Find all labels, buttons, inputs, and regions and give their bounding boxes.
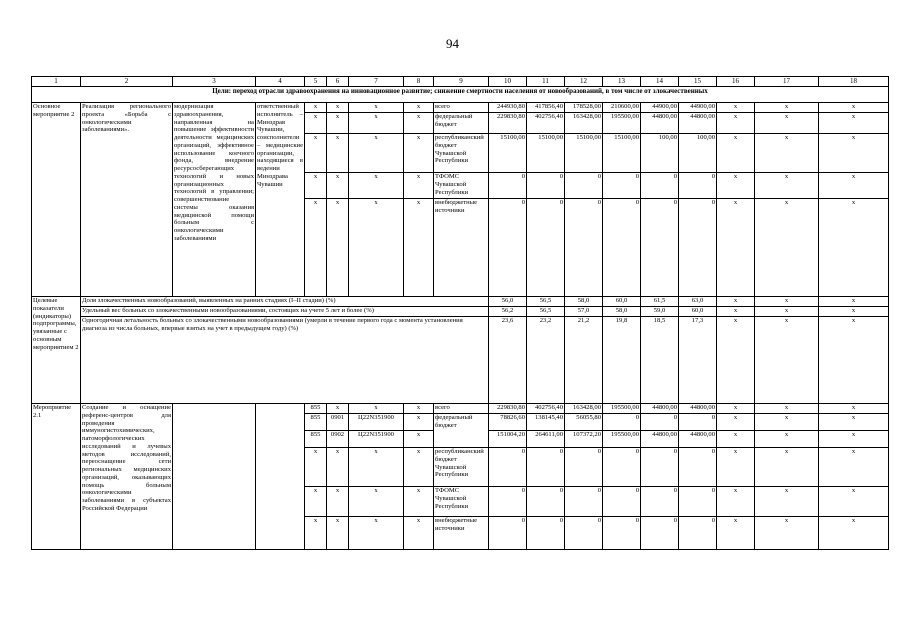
value-cell: 229830,80 — [489, 404, 527, 414]
funding-source: ТФОМС Чувашской Республики — [434, 173, 489, 199]
value-cell: 0 — [603, 487, 641, 517]
code-cell: x — [305, 487, 327, 517]
value-cell: 163428,00 — [565, 404, 603, 414]
value-cell: x — [819, 404, 889, 414]
value-cell: 244930,80 — [489, 103, 527, 113]
code-cell: x — [404, 173, 434, 199]
value-cell: 23,6 — [489, 317, 527, 404]
value-cell: 0 — [641, 173, 679, 199]
indicator-row — [32, 307, 889, 317]
value-cell: x — [755, 414, 819, 431]
value-cell: 100,00 — [641, 134, 679, 173]
value-cell: x — [717, 317, 755, 404]
value-cell: 0 — [565, 448, 603, 487]
code-cell: 0901 — [327, 414, 349, 431]
value-cell: 15100,00 — [527, 134, 565, 173]
value-cell: 56055,80 — [565, 414, 603, 431]
column-number: 5 — [305, 77, 327, 87]
code-cell: x — [327, 173, 349, 199]
header-row — [32, 77, 889, 87]
indicators-label: Целевые показатели (индикаторы) подпрограммы, увязанные с основным мероприятием 2 — [32, 297, 81, 404]
value-cell: x — [755, 173, 819, 199]
value-cell: 0 — [565, 517, 603, 550]
value-cell: 44900,00 — [679, 103, 717, 113]
code-cell: x — [404, 404, 434, 414]
value-cell: 417856,40 — [527, 103, 565, 113]
value-cell: 78826,60 — [489, 414, 527, 431]
value-cell: 44800,00 — [679, 431, 717, 448]
value-cell: x — [819, 199, 889, 297]
value-cell: 44800,00 — [679, 113, 717, 134]
code-cell: x — [349, 173, 404, 199]
code-cell: 855 — [305, 404, 327, 414]
value-cell: x — [717, 404, 755, 414]
code-cell: x — [349, 517, 404, 550]
code-cell: x — [404, 487, 434, 517]
value-cell: x — [717, 414, 755, 431]
value-cell: 0 — [641, 199, 679, 297]
value-cell: 0 — [527, 487, 565, 517]
value-cell: x — [717, 297, 755, 307]
value-cell: x — [755, 404, 819, 414]
goal-row — [32, 87, 889, 103]
value-cell: 229830,80 — [489, 113, 527, 134]
code-cell: x — [327, 487, 349, 517]
value-cell: x — [755, 517, 819, 550]
activity-name: Мероприятие 2.1 — [32, 404, 81, 550]
code-cell: Ц22N351900 — [349, 414, 404, 431]
value-cell: x — [717, 173, 755, 199]
code-cell: x — [305, 134, 327, 173]
column-number: 3 — [173, 77, 256, 87]
value-cell: x — [755, 297, 819, 307]
value-cell: 264611,00 — [527, 431, 565, 448]
value-cell: x — [819, 307, 889, 317]
value-cell: x — [755, 431, 819, 448]
funding-source: всего — [434, 404, 489, 414]
value-cell: 195500,00 — [603, 431, 641, 448]
value-cell: 0 — [679, 448, 717, 487]
goal-heading: Цели: переход отрасли здравоохранения на инновационное развитие; снижение смертности населения от новообразований, в том числе от злокачественных — [32, 87, 889, 103]
code-cell: x — [327, 103, 349, 113]
activity-title: Создание и оснащение референс-центров для проведения иммуногистохимических, патоморфологических исследований и лучевых методов исследований, переоснащение сети региональных медицинских организаций, оказывающих помощь больным онкологическими заболеваниями в субъектах Российской Федерации — [81, 404, 173, 550]
value-cell: 178528,00 — [565, 103, 603, 113]
column-number: 10 — [489, 77, 527, 87]
value-cell: 44800,00 — [641, 404, 679, 414]
funding-source: федеральный бюджет — [434, 414, 489, 448]
value-cell: 210600,00 — [603, 103, 641, 113]
value-cell: x — [819, 297, 889, 307]
value-cell: x — [819, 173, 889, 199]
responsible-executor: ответственный исполнитель – Минздрав Чувашии, соисполнители – медицинские организации, находящиеся в ведении Минздрава Чувашии — [256, 103, 305, 297]
value-cell: x — [717, 487, 755, 517]
page-number: 94 — [446, 36, 459, 51]
value-cell: x — [819, 448, 889, 487]
value-cell: 0 — [565, 173, 603, 199]
empty-cell — [173, 404, 256, 550]
value-cell: x — [717, 307, 755, 317]
code-cell: x — [404, 103, 434, 113]
value-cell: x — [717, 103, 755, 113]
value-cell: 17,3 — [679, 317, 717, 404]
value-cell: 195500,00 — [603, 113, 641, 134]
code-cell: x — [349, 448, 404, 487]
value-cell: 15100,00 — [565, 134, 603, 173]
value-cell: 0 — [527, 448, 565, 487]
value-cell: x — [819, 134, 889, 173]
value-cell: 56,0 — [489, 297, 527, 307]
value-cell: x — [717, 448, 755, 487]
funding-source: всего — [434, 103, 489, 113]
value-cell: 0 — [641, 414, 679, 431]
value-cell: 107372,20 — [565, 431, 603, 448]
code-cell: x — [305, 448, 327, 487]
code-cell: 855 — [305, 431, 327, 448]
code-cell: x — [305, 173, 327, 199]
value-cell: 0 — [641, 517, 679, 550]
code-cell: x — [404, 134, 434, 173]
value-cell: x — [819, 317, 889, 404]
value-cell: 0 — [603, 448, 641, 487]
column-number: 11 — [527, 77, 565, 87]
column-number: 8 — [404, 77, 434, 87]
value-cell: 60,0 — [679, 307, 717, 317]
value-cell: 57,0 — [565, 307, 603, 317]
value-cell: 0 — [679, 173, 717, 199]
funding-source: внебюджетные источники — [434, 517, 489, 550]
value-cell: 0 — [489, 173, 527, 199]
value-cell: x — [819, 431, 889, 448]
value-cell: 0 — [489, 487, 527, 517]
value-cell: x — [755, 487, 819, 517]
column-number: 6 — [327, 77, 349, 87]
value-cell: x — [717, 199, 755, 297]
value-cell: x — [755, 103, 819, 113]
code-cell: 0902 — [327, 431, 349, 448]
value-cell: 59,0 — [641, 307, 679, 317]
indicator-name: Доля злокачественных новообразований, выявленных на ранних стадиях (I–II стадии) (%) — [81, 297, 489, 307]
code-cell: Ц22N351900 — [349, 431, 404, 448]
value-cell: 63,0 — [679, 297, 717, 307]
funding-source: ТФОМС Чувашской Республики — [434, 487, 489, 517]
value-cell: 0 — [489, 199, 527, 297]
activity-title: Реализация регионального проекта «Борьба с онкологическими заболеваниями». — [81, 103, 173, 297]
column-number: 18 — [819, 77, 889, 87]
value-cell: 0 — [679, 487, 717, 517]
value-cell: 44800,00 — [641, 431, 679, 448]
table-row — [32, 404, 889, 414]
column-number: 4 — [256, 77, 305, 87]
value-cell: x — [755, 199, 819, 297]
value-cell: 21,2 — [565, 317, 603, 404]
value-cell: 0 — [641, 487, 679, 517]
column-number: 2 — [81, 77, 173, 87]
column-number: 16 — [717, 77, 755, 87]
value-cell: 0 — [603, 173, 641, 199]
code-cell: x — [349, 103, 404, 113]
value-cell: 163428,00 — [565, 113, 603, 134]
value-cell: 56,5 — [527, 297, 565, 307]
value-cell: x — [717, 134, 755, 173]
code-cell: x — [327, 404, 349, 414]
value-cell: 0 — [565, 199, 603, 297]
value-cell: 0 — [679, 199, 717, 297]
value-cell: 56,2 — [489, 307, 527, 317]
code-cell: x — [305, 517, 327, 550]
code-cell: 855 — [305, 414, 327, 431]
table-row — [32, 103, 889, 113]
value-cell: 0 — [603, 414, 641, 431]
column-number: 13 — [603, 77, 641, 87]
column-number: 9 — [434, 77, 489, 87]
indicator-row — [32, 297, 889, 307]
code-cell: x — [305, 199, 327, 297]
value-cell: 60,0 — [603, 297, 641, 307]
value-cell: 0 — [565, 487, 603, 517]
code-cell: x — [349, 404, 404, 414]
code-cell: x — [327, 448, 349, 487]
code-cell: x — [327, 517, 349, 550]
value-cell: 0 — [603, 517, 641, 550]
code-cell: x — [404, 448, 434, 487]
value-cell: 15100,00 — [603, 134, 641, 173]
value-cell: 0 — [527, 173, 565, 199]
value-cell: 0 — [527, 199, 565, 297]
value-cell: 0 — [489, 448, 527, 487]
value-cell: 44800,00 — [641, 113, 679, 134]
activity-tasks: модернизация здравоохранения, направленная на повышение эффективности деятельности медицинских организаций, эффективное использование коечного фонда, внедрение ресурсосберегающих технологий и новых организационных технологий в управлении; совершенствование системы оказания медицинской помощи больным с онкологическими заболеваниями — [173, 103, 256, 297]
code-cell: x — [349, 199, 404, 297]
funding-source: республиканский бюджет Чувашской Республики — [434, 134, 489, 173]
code-cell: x — [305, 103, 327, 113]
funding-source: федеральный бюджет — [434, 113, 489, 134]
value-cell: 0 — [489, 517, 527, 550]
activity-name: Основное мероприятие 2 — [32, 103, 81, 297]
code-cell: x — [404, 517, 434, 550]
value-cell: 402756,40 — [527, 404, 565, 414]
column-number: 12 — [565, 77, 603, 87]
value-cell: 44800,00 — [679, 404, 717, 414]
value-cell: 58,0 — [565, 297, 603, 307]
code-cell: x — [349, 134, 404, 173]
value-cell: 61,5 — [641, 297, 679, 307]
value-cell: 138145,40 — [527, 414, 565, 431]
value-cell: 402756,40 — [527, 113, 565, 134]
code-cell: x — [327, 199, 349, 297]
funding-source: республиканский бюджет Чувашской Республики — [434, 448, 489, 487]
value-cell: 19,8 — [603, 317, 641, 404]
code-cell: x — [404, 199, 434, 297]
value-cell: 195500,00 — [603, 404, 641, 414]
column-number: 14 — [641, 77, 679, 87]
value-cell: x — [755, 307, 819, 317]
value-cell: x — [755, 113, 819, 134]
value-cell: 0 — [603, 199, 641, 297]
code-cell: x — [327, 134, 349, 173]
column-number: 1 — [32, 77, 81, 87]
value-cell: 0 — [641, 448, 679, 487]
value-cell: 0 — [527, 517, 565, 550]
indicator-name: Удельный вес больных со злокачественными новообразованиями, состоящих на учете 5 лет и более (%) — [81, 307, 489, 317]
value-cell: x — [819, 517, 889, 550]
code-cell: x — [349, 113, 404, 134]
code-cell: x — [404, 113, 434, 134]
value-cell: 56,5 — [527, 307, 565, 317]
value-cell: 100,00 — [679, 134, 717, 173]
code-cell: x — [404, 414, 434, 431]
code-cell: x — [305, 113, 327, 134]
value-cell: 58,0 — [603, 307, 641, 317]
value-cell: x — [819, 103, 889, 113]
budget-table — [31, 76, 889, 550]
value-cell: x — [717, 113, 755, 134]
value-cell: 15100,00 — [489, 134, 527, 173]
indicator-name: Одногодичная летальность больных со злокачественными новообразованиями (умерли в течение первого года с момента установления диагноза из числа больных, впервые взятых на учет в предыдущем году) (%) — [81, 317, 489, 404]
value-cell: 18,5 — [641, 317, 679, 404]
value-cell: 44900,00 — [641, 103, 679, 113]
value-cell: x — [717, 517, 755, 550]
funding-source: внебюджетные источники — [434, 199, 489, 297]
value-cell: x — [755, 317, 819, 404]
value-cell: x — [819, 487, 889, 517]
value-cell: 0 — [679, 517, 717, 550]
value-cell: x — [819, 414, 889, 431]
value-cell: x — [755, 134, 819, 173]
value-cell: 0 — [679, 414, 717, 431]
value-cell: 151004,20 — [489, 431, 527, 448]
empty-cell — [256, 404, 305, 550]
code-cell: x — [327, 113, 349, 134]
column-number: 7 — [349, 77, 404, 87]
value-cell: x — [755, 448, 819, 487]
column-number: 15 — [679, 77, 717, 87]
code-cell: x — [404, 431, 434, 448]
indicator-row — [32, 317, 889, 404]
value-cell: 23,2 — [527, 317, 565, 404]
value-cell: x — [717, 431, 755, 448]
value-cell: x — [819, 113, 889, 134]
code-cell: x — [349, 487, 404, 517]
column-number: 17 — [755, 77, 819, 87]
